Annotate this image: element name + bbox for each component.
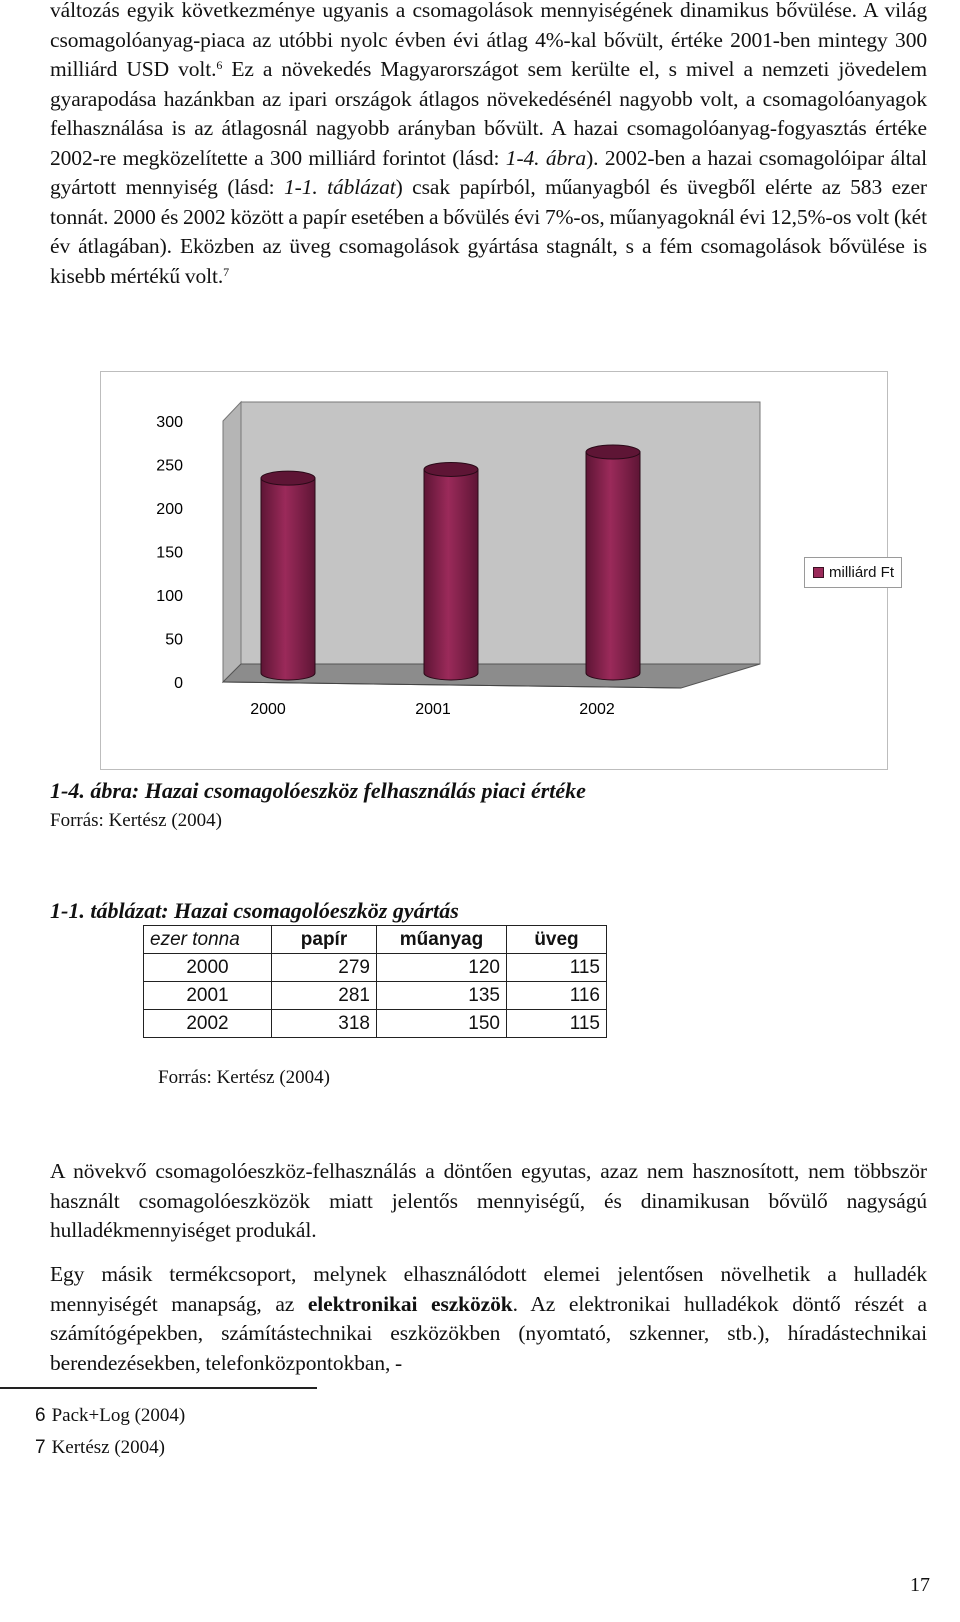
y-tick-label: 150 [156,544,183,562]
table-cell: 281 [272,982,377,1010]
y-tick-label: 0 [174,675,183,692]
footnote-mark: 7 [35,1437,46,1458]
table-row [144,954,607,982]
page-number: 17 [910,1574,930,1596]
bar-top [586,445,640,459]
figure-reference[interactable]: 1-4. ábra [505,145,587,170]
table-header-unit: ezer tonna [144,926,272,954]
x-tick-label: 2002 [579,701,615,718]
para3-text-1: Egy másik termékcsoport, melynek elhasználódott elemei jelentősen növelhetik a hulladék mennyiségét manapság, az [50,1262,927,1316]
production-table [143,925,607,1038]
legend-label: milliárd Ft [829,564,895,581]
table-cell: 116 [507,982,607,1010]
chart-legend [804,557,902,588]
para1-text-2: Ez a növekedés Magyarországot sem kerülte el, s mivel a nemzeti jövedelem gyarapodása hazánkban az ipari országok átlagos növekedésénél nagyobb volt, a csomagolóanyagok felhasználása is az átlagosnál nagyobb arányban bővült. A hazai csomagolóanyag-fogyasztás értéke 2002-re megközelítette a 300 milliárd forintot (lásd: [50,57,928,170]
table-cell-year: 2002 [144,1010,272,1038]
table-header-uveg: üveg [507,926,607,954]
para3-text-2: . Az elektronikai hulladékok döntő részét a számítógépekben, számítástechnikai eszközökben (nyomtató, szkenner, stb.), híradástechnikai berendezésekben, telefonközpontokban, - [50,1291,927,1375]
footnote-ref-6[interactable]: 6 [216,58,223,72]
table-source: Forrás: Kertész (2004) [158,1067,331,1088]
figure-source: Forrás: Kertész (2004) [50,810,223,831]
table-header-papir: papír [272,926,377,954]
table-cell: 318 [272,1010,377,1038]
figure-caption: 1-4. ábra: Hazai csomagolóeszköz felhasználás piaci értéke [50,778,586,803]
paragraph-2: A növekvő csomagolóeszköz-felhasználás a döntően egyutas, azaz nem hasznosított, nem többször használt csomagolóeszközök miatt jelentős mennyiségű, és dinamikusan bővülő nagyságú hulladékmennyiséget produkál. [50,1159,927,1242]
table-header-muanyag: műanyag [377,926,507,954]
chart-plot [101,372,887,769]
para1-text-1: változás egyik következménye ugyanis a csomagolások mennyiségének dinamikus bővülése. A világ csomagolóanyag-piaca az utóbbi nyolc évben évi átlag 4%-kal bővült, értéke 2001-ben mintegy 300 milliárd USD volt. [50,0,927,81]
paragraph-3 [50,1260,927,1378]
footnote-6 [35,1405,185,1427]
y-tick-label: 100 [156,588,183,605]
para3-bold-term: elektronikai eszközök [307,1291,513,1316]
footnote-mark: 6 [35,1405,46,1426]
table-cell-year: 2001 [144,982,272,1010]
table-cell: 150 [377,1010,507,1038]
footnote-text: Kertész (2004) [51,1437,166,1458]
table-caption: 1-1. táblázat: Hazai csomagolóeszköz gyártás [50,898,459,923]
bar [586,452,640,680]
table-cell-year: 2000 [144,954,272,982]
table-cell: 120 [377,954,507,982]
footnote-text: Pack+Log (2004) [51,1405,186,1426]
table-cell: 279 [272,954,377,982]
bar-top [424,462,478,476]
chart-side-wall [223,402,241,682]
table-header-row [144,926,607,954]
bar-top [261,471,315,485]
y-tick-label: 250 [156,457,183,475]
y-tick-label: 200 [156,501,183,518]
table-cell: 135 [377,982,507,1010]
y-tick-label: 50 [165,631,183,649]
table-cell: 115 [507,954,607,982]
legend-swatch [813,567,824,578]
y-tick-label: 300 [156,414,183,431]
bar-chart [100,371,895,770]
chart-back-wall-main [241,402,760,664]
table-cell: 115 [507,1010,607,1038]
footnote-ref-7[interactable]: 7 [223,264,230,279]
bar [424,469,478,680]
para1-text-3: ). 2002-ben a hazai csomagolóipar által gyártott mennyiség (lásd: [50,145,927,199]
table-reference[interactable]: 1-1. táblázat [283,175,396,199]
footnote-separator [0,1387,317,1389]
para1-text-4: ) csak papírból, műanyagból és üvegből elérte az 583 ezer tonnát. 2000 és 2002 között a papír esetében a bővülés évi 7%-os, műanyagoknál évi 12,5%-os volt (két év átlagában). Eközben az üveg csomagolások gyártása stagnált, s a fém csomagolások bővülése is kisebb mértékű volt. [50,175,927,288]
x-tick-label: 2001 [415,701,451,718]
table-row [144,982,607,1010]
bar [261,478,315,680]
paragraph-1 [50,0,927,291]
table-row [144,1010,607,1038]
x-tick-label: 2000 [250,701,286,718]
footnote-7 [35,1437,165,1459]
